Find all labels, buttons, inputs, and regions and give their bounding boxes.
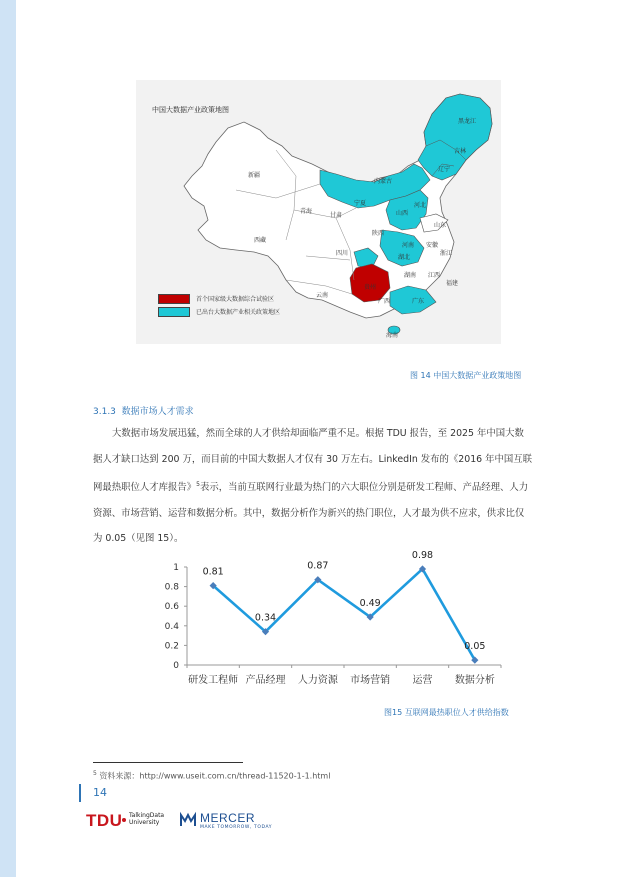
footnote xyxy=(93,770,330,782)
province-label: 浙江 xyxy=(440,250,453,257)
tdu-logo: TDU xyxy=(86,811,123,830)
x-tick-label: 研发工程师 xyxy=(188,675,239,686)
province-label: 新疆 xyxy=(248,172,261,179)
province-label: 福建 xyxy=(446,280,459,287)
chart-caption: 图15 互联网最热职位人才供给指数 xyxy=(384,708,509,717)
paragraph-text: 大数据市场发展迅猛，然而全球的人才供给却面临严重不足。根据 TDU 报告，至 2025 年中国大数据人才缺口达到 200 万，而目前的中国大数据人才仅有 30 万左右。LinkedIn 发布的《2016 年中国互联网最热职位人才库报告》 xyxy=(93,428,532,494)
province-label: 内蒙古 xyxy=(374,178,393,185)
y-tick-label: 1 xyxy=(173,563,179,573)
tdu-logo-dot xyxy=(122,818,126,822)
legend-label: 已出台大数据产业相关政策地区 xyxy=(196,309,281,316)
province-label: 甘肃 xyxy=(330,212,343,219)
legend-swatch xyxy=(158,307,190,317)
x-tick-label: 市场营销 xyxy=(350,675,391,686)
section-number: 3.1.3 xyxy=(93,407,116,417)
x-tick-label: 数据分析 xyxy=(454,675,495,686)
page-side-strip xyxy=(0,0,16,877)
talkingdata-line1: TalkingData xyxy=(129,812,165,819)
legend-swatch xyxy=(158,294,190,304)
x-tick-label: 运营 xyxy=(412,675,433,686)
body-paragraph xyxy=(93,421,533,552)
page-number: 14 xyxy=(93,786,107,799)
footnote-ref[interactable]: 5 xyxy=(196,481,200,488)
talkingdata-line2: University xyxy=(129,819,160,826)
talkingdata-logo-text xyxy=(129,812,164,826)
legend-item xyxy=(158,305,280,318)
section-heading xyxy=(93,404,194,417)
province-label: 黑龙江 xyxy=(458,118,477,125)
province-label: 青海 xyxy=(300,208,313,215)
province-label: 河北 xyxy=(414,202,427,209)
y-tick-label: 0.6 xyxy=(164,602,179,613)
province-label: 宁夏 xyxy=(354,200,367,207)
map-legend xyxy=(158,292,280,318)
province-label: 河南 xyxy=(402,242,415,249)
data-label: 0.49 xyxy=(359,597,381,609)
china-policy-map xyxy=(136,80,501,344)
y-tick-label: 0 xyxy=(173,661,179,671)
province-label: 辽宁 xyxy=(438,166,451,173)
map-title: 中国大数据产业政策地图 xyxy=(152,106,229,114)
legend-label: 首个国家级大数据综合试验区 xyxy=(196,296,275,303)
province-label: 陕西 xyxy=(372,230,385,237)
province-label: 江西 xyxy=(428,272,441,279)
province-label: 贵州 xyxy=(364,284,377,291)
province-label: 吉林 xyxy=(454,148,467,155)
map-caption: 图 14 中国大数据产业政策地图 xyxy=(410,371,522,380)
data-label: 0.98 xyxy=(411,549,434,561)
y-tick-label: 0.4 xyxy=(164,621,179,632)
footnote-divider xyxy=(93,762,243,763)
footnote-number: 5 xyxy=(93,770,97,777)
mercer-logo: MERCER xyxy=(200,811,256,825)
province-label: 海南 xyxy=(386,332,399,339)
mercer-tagline: MAKE TOMORROW, TODAY xyxy=(200,825,273,830)
province-label: 广西 xyxy=(378,298,391,305)
x-tick-label: 人力资源 xyxy=(297,675,338,686)
y-tick-label: 0.8 xyxy=(164,582,179,593)
province-label: 山东 xyxy=(434,222,447,229)
footnote-text: 资料来源：http://www.useit.com.cn/thread-11520-1-1.html xyxy=(99,771,331,781)
region-northeast xyxy=(418,94,492,180)
province-label: 云南 xyxy=(316,292,329,299)
province-label: 安徽 xyxy=(426,242,439,249)
paragraph-text: 表示，当前互联网行业最为热门的六大职位分别是研发工程师、产品经理、人力资源、市场营销、运营和数据分析。其中，数据分析作为新兴的热门职位，人才最为供不应求，供求比仅为 0.05（见图 15）。 xyxy=(93,482,529,545)
province-label: 湖南 xyxy=(404,272,417,279)
chart-svg xyxy=(164,549,515,696)
data-label: 0.81 xyxy=(202,566,224,578)
y-tick-label: 0.2 xyxy=(164,641,179,652)
province-label: 西藏 xyxy=(254,237,267,244)
province-label: 山西 xyxy=(396,210,409,217)
data-label: 0.05 xyxy=(464,641,486,653)
data-label: 0.34 xyxy=(254,612,277,624)
legend-item xyxy=(158,292,280,305)
province-label: 四川 xyxy=(336,250,349,257)
series-line xyxy=(213,569,475,660)
data-label: 0.87 xyxy=(307,560,329,572)
talent-supply-chart xyxy=(164,549,515,696)
province-label: 湖北 xyxy=(398,254,411,261)
page-number-bar xyxy=(79,784,81,802)
x-tick-label: 产品经理 xyxy=(245,675,286,686)
mercer-logo-icon xyxy=(180,813,196,827)
section-title: 数据市场人才需求 xyxy=(121,407,194,417)
province-label: 广东 xyxy=(412,298,425,305)
